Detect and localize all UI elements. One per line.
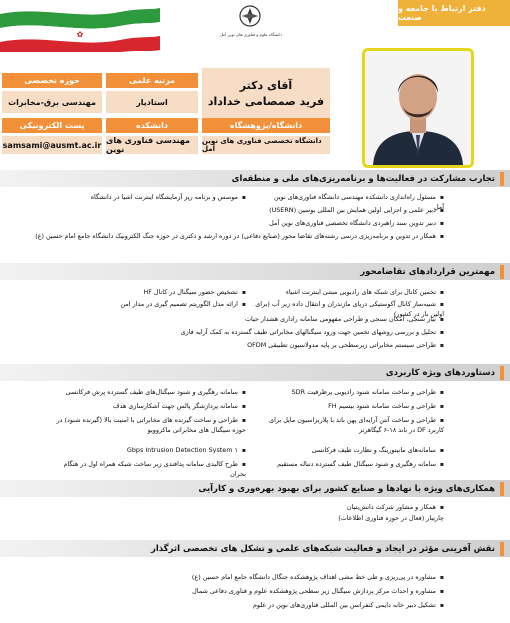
university-name: دانشگاه علوم و فناوری های نوین آمل (219, 32, 283, 37)
list-item: ▪ دبیر علمی و اجرایی اولین همایش بین المللی یوسین (USERN) (24, 206, 444, 216)
email-value[interactable]: samsami@ausmt.ac.ir (2, 136, 102, 154)
list-item: ▪ تشکیل دبیر خانه دایمی کنفرانس بین المللی فناوری‌های نوین در علوم (24, 601, 444, 611)
list-item: چاریبار (فعال در حوزه فناوری اطلاعات) (338, 514, 444, 522)
list-item: ▪ سامانه رهگیری و شنود سیگنال‌های طیف گسترده پرش فرکانسی (46, 388, 246, 398)
section-title: نقش آفرینی مؤثر در ایجاد و فعالیت شبکه‌های علمی و تشکل های تخصصی اثرگذار (150, 543, 495, 554)
section-title: همکاری‌های ویژه با نهادها و صنایع کشور برای بهبود بهره‌وری و کارآیی (198, 483, 495, 494)
list-item: ▪ طراحی و ساخت آنتن آرایه‌ای پهن باند با پلاریزاسیون مایل برای کاربرد DF در باند ۱۸-۶ گیگاهرتز (264, 416, 444, 434)
list-item: ▪ طراحی و ساخت سامانه شنود رادیویی پرظرفیت SDR (264, 388, 444, 398)
list-item: ▪ سامانه رهگیری و شنود سیگنال طیف گسترده دنباله مستقیم (264, 460, 444, 470)
field-value: مهندسی برق-مخابرات (2, 91, 102, 113)
university-emblem-icon (234, 4, 266, 32)
list-item: ▪ طراحی و ساخت گیرنده های مخابراتی با امنیت بالا (گیرنده شنود) در حوزه سیگنال های مخابراتی ماکروویو (46, 416, 246, 434)
portrait-image (365, 51, 471, 165)
list-item: ▪ تخمین کانال برای شبکه های رادیویی مبتنی اینترنت اشیاء (264, 288, 444, 298)
email-label: پست الکترونیکی (2, 118, 102, 133)
rank-value: استادیار (106, 91, 198, 113)
list-item: ▪ مسئول راه‌اندازی دانشکده مهندسی دانشگاه فناوری‌های نوین آمل (274, 193, 444, 211)
list-item: ▪ طراحی سیستم مخابراتی زیرسطحی بر پایه مدولاسیون تطبیقی OFDM (24, 341, 444, 351)
person-name: فرید صمصامی خداداد (207, 94, 325, 108)
section-title: تجارب مشارکت در فعالیت‌ها و برنامه‌ریزی‌های ملی و منطقه‌ای (231, 173, 495, 184)
list-item: ▪ سامانه‌های مانیتورینگ و نظارت طیف فرکانسی (264, 446, 444, 456)
list-item: ▪ تحلیل و بررسی روشهای تخمین جهت ورود سیگنالهای مخابراتی طیف گسترده به کمک آرایه فازی (24, 328, 444, 338)
svg-text:✿: ✿ (76, 30, 84, 39)
faculty-label: دانشکده (106, 118, 198, 133)
list-item: ▪ ارائه مدل الگوریتم تصمیم گیری در مدار امن (46, 300, 246, 310)
faculty-value: مهندسی فناوری های نوین (106, 136, 198, 154)
field-label: حوزه تخصصی (2, 73, 102, 88)
list-item: ▪ تشخیص حضور سیگنال در کانال HF (46, 288, 246, 298)
profile-photo (362, 48, 474, 168)
section-title: دستاوردهای ویژه کاربردی (385, 367, 495, 378)
industry-liaison-link[interactable]: دفتر ارتباط با جامعه و صنعت (398, 0, 510, 26)
person-title: آقای دکتر (239, 78, 293, 92)
affiliation-label: دانشگاه/پژوهشگاه (202, 118, 330, 133)
affiliation-value: دانشگاه تخصصی فناوری های نوین آمل (202, 136, 330, 154)
iran-flag-image (0, 6, 160, 52)
section-title: مهمترین قراردادهای تقاضامحور (360, 266, 495, 277)
list-item: ▪ طرح کالبدی سامانه پدافندی زیر ساخت شبکه همراه اول در هنگام بحران (46, 460, 246, 478)
section-header-scientific-networks (0, 540, 510, 557)
section-header-contracts (0, 263, 510, 280)
list-item: ▪ دبیر تدوین سند راهبردی دانشگاه تخصصی فناوری‌های نوین آمل (24, 219, 444, 229)
list-item: ▪ نیاز سنجی، امکان سنجی و طراحی مفهومی سامانه راداری هشدار حیات (24, 315, 444, 325)
list-item: ▪ سامانه پردازشگر پالس جهت آشکارسازی هدف (46, 402, 246, 412)
rank-label: مرتبه علمی (106, 73, 198, 88)
list-item: ▪ موسس و برنامه ریز آزمایشگاه اینترنت اشیا در دانشگاه (16, 193, 246, 203)
list-item: ▪ همکار و مشاور شرکت دانش‌بنیان (244, 503, 444, 513)
list-item: ▪ Gbps Intrusion Detection System ۱ (46, 446, 246, 456)
list-item: ▪ شبیه‌ساز کانال آکوستیکی دریای مازندران و انتقال داده زیر آب (برای اولین بار در کشور) (244, 300, 444, 318)
list-item: ▪ مشاوره و احداث مرکز پردازش سیگنال زیر سطحی پژوهشکده علوم و فناوری دفاعی شمال (24, 587, 444, 597)
section-header-collaborations (0, 480, 510, 497)
list-item: ▪ همکار در تدوین و برنامه‌ریزی درسی رشته‌های تقاضا محور (صنایع دفاعی) در دوره ارشد و دکتری در حوزه جنگ الکترونیک دانشگاه جامع امام حسین (ع) (24, 232, 444, 242)
section-header-achievements (0, 364, 510, 381)
list-item: ▪ طراحی و ساخت سامانه شنود بیسیم FH (264, 402, 444, 412)
name-box (202, 68, 330, 118)
list-item: ▪ مشاوره در پی‌ریزی و طی خط مشی اهداف پژوهشکده جنگال دانشگاه جامع امام حسین (ع) (24, 573, 444, 583)
profile-info-grid (2, 68, 330, 154)
section-header-national-activities (0, 170, 510, 187)
